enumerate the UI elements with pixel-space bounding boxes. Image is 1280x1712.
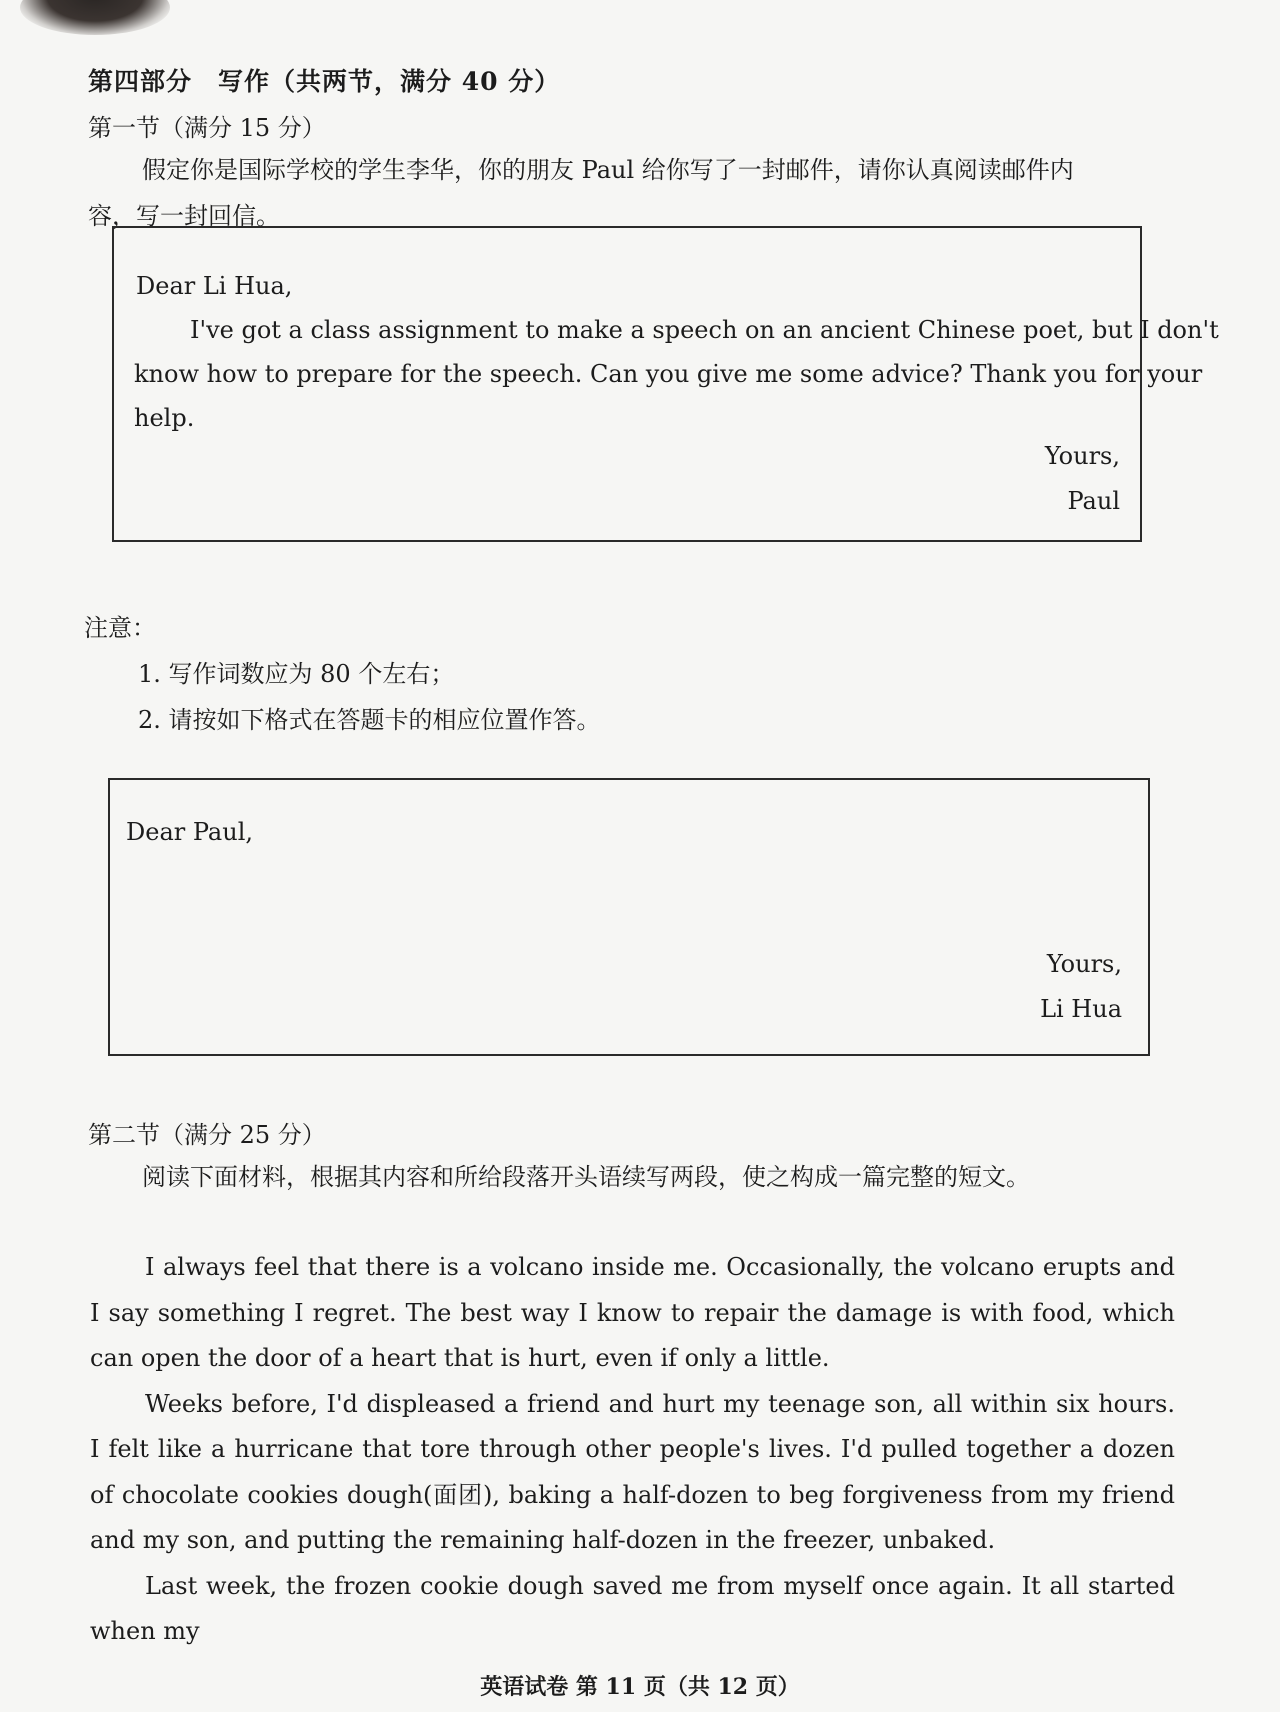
email-signature: Paul [1067, 487, 1120, 515]
email-line3: help. [134, 404, 195, 432]
story-text [90, 1245, 1175, 1655]
email-closing: Yours, [1044, 442, 1120, 470]
email-line1: I've got a class assignment to make a speech on an ancient Chinese poet, but I don't [190, 316, 1219, 344]
part-subtitle: 写作（共两节，满分 40 分） [218, 67, 561, 96]
answer-greeting: Dear Paul, [126, 818, 253, 846]
section1-heading: 第一节（满分 15 分） [88, 114, 326, 142]
email-line2: know how to prepare for the speech. Can you give me some advice? Thank you for your [134, 360, 1203, 388]
part-heading [88, 62, 560, 98]
answer-closing: Yours, [1046, 950, 1122, 978]
story-paragraph-1: I always feel that there is a volcano inside me. Occasionally, the volcano erupts and I say something I regret. The best way I know to repair the damage is with food, which can open the door of a heart that is hurt, even if only a little. [90, 1253, 1175, 1372]
story-paragraph-3: Last week, the frozen cookie dough saved me from myself once again. It all started when my [90, 1571, 1175, 1645]
section2-instruction: 阅读下面材料，根据其内容和所给段落开头语续写两段，使之构成一篇完整的短文。 [142, 1163, 1030, 1191]
answer-signature: Li Hua [1040, 995, 1122, 1023]
part-title: 第四部分 [88, 67, 193, 96]
story-paragraph-2: Weeks before, I'd displeased a friend and hurt my teenage son, all within six hours. I felt like a hurricane that tore through other people's lives. I'd pulled together a dozen of chocolate cookies dough(面团), baking a half-dozen to beg forgiveness from my friend and my son, and putting the remaining half-dozen in the freezer, unbaked. [90, 1389, 1175, 1554]
notes-label: 注意： [84, 614, 156, 642]
section1-instruction-line2: 容，写一封回信。 [88, 202, 280, 230]
section2-heading: 第二节（满分 25 分） [88, 1121, 326, 1149]
note-2: 2. 请按如下格式在答题卡的相应位置作答。 [138, 706, 601, 734]
page-footer: 英语试卷 第 11 页（共 12 页） [480, 1674, 800, 1700]
scan-smudge [20, 0, 170, 35]
section1-instruction-line1: 假定你是国际学校的学生李华，你的朋友 Paul 给你写了一封邮件，请你认真阅读邮件内 [142, 156, 1074, 184]
note-1: 1. 写作词数应为 80 个左右； [138, 660, 455, 688]
email-greeting: Dear Li Hua, [136, 272, 293, 300]
